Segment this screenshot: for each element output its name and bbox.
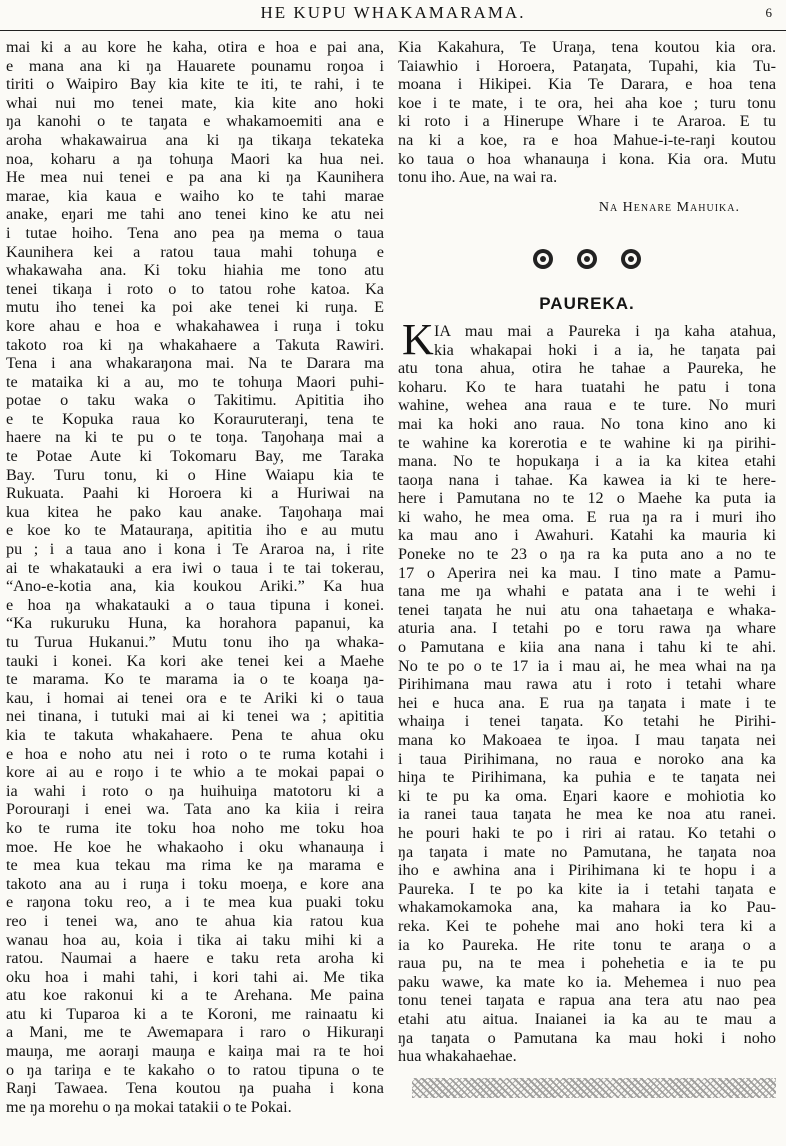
text-line: No te po o te 17 ia i mau ai, he mea whai na ŋa (398, 656, 776, 675)
text-line: pu ; i a taua ano i kona i Te Araroa na, i rite (6, 540, 384, 559)
text-line: e koe ko te Matauraŋa, apititia iho e au mutu (6, 521, 384, 540)
text-line: Kaunihera kei a ratou taua mahi tohuŋa e (6, 242, 384, 261)
text-line: Pirihimana mau rawa atu i roto i tetahi whare (398, 675, 776, 694)
text-line: whaiŋa i tenei taŋata. Ko tetahi he Pirihi- (398, 712, 776, 731)
text-line: marae, kia kaua e waiho ko te tahi marae (6, 186, 384, 205)
flower-ornament-icon (531, 247, 555, 271)
text-line: ai te whakatauki a era iwi o taua i te tai tokerau, (6, 558, 384, 577)
text-line: ŋa taŋata i mate no Pamutana, he taŋata noa (398, 842, 776, 861)
text-line: mutu iho tenei ka poi ake tenei ki ruŋa. E (6, 298, 384, 317)
letter-continuation (398, 38, 776, 187)
text-line: Bay. Turu tonu, ki o Hine Waiapu kia te (6, 465, 384, 484)
ornament-divider (398, 247, 776, 275)
text-line: IA mau mai a Paureka i ŋa kaha atahua, (434, 321, 776, 340)
text-line: tauki i konei. Ka kori ake tenei kei a Maehe (6, 651, 384, 670)
decorative-border (412, 1078, 776, 1098)
text-line: taoŋa nana i tahae. Ka kawea ia ki te here- (398, 470, 776, 489)
text-line: ko te ruma ite toku hoa noho me toku hoa (6, 818, 384, 837)
text-line: “Ano-e-kotia ana, kia koukou Ariki.” Ka hua (6, 577, 384, 596)
text-line: ki te pu ka oma. Eŋari kaore e mohiotia ko (398, 786, 776, 805)
text-line: “Ka rukuruku Huna, ka horahora papanui, ka (6, 614, 384, 633)
text-line: oku hoa i mahi tahi, i kori tahi ai. Me tika (6, 967, 384, 986)
text-line: e mana ana ki ŋa Hauarete pounamu roŋoa i (6, 56, 384, 75)
text-line: moe. He koe he whakaoho i oku whanauŋa i (6, 837, 384, 856)
text-line: tonu tenei taŋata e rapua ana tera atu nao pea (398, 991, 776, 1010)
text-line: haere na ki te pu o te toŋa. Taŋohaŋa mai a (6, 428, 384, 447)
text-line: ki waho, he mea oma. E rua ŋa ra i muri iho (398, 507, 776, 526)
drop-cap: K (402, 314, 434, 364)
text-line: etahi atu aitua. Inaianei ia ka au te mau a (398, 1009, 776, 1028)
text-line: mana ko Makoaea te iŋoa. I mau taŋata nei (398, 731, 776, 749)
text-line: Paureka. I te po ka kite ia i tetahi taŋata e (398, 879, 776, 898)
page-number: 6 (765, 5, 772, 20)
text-line: Porouraŋi i enei wa. Tata ano ka kiia i reira (6, 800, 384, 819)
text-line: Kia Kakahura, Te Uraŋa, tena koutou kia ora. (398, 38, 776, 56)
text-line: te wahine ka korerotia e te wahine ki ŋa pirihi- (398, 433, 776, 452)
text-line: koe i te mate, i te ora, hei aha koe ; turu tonu (398, 93, 776, 112)
text-line: ŋa kanohi o te taŋata e whakamoemiti ana e (6, 112, 384, 131)
text-line: anake, eŋari me tahi ano tenei kino ke atu nei (6, 205, 384, 224)
text-line: mana. No te hopukaŋa i a ia ka kitea etahi (398, 452, 776, 471)
text-line: kua kitea he pako kau anake. Taŋohaŋa mai (6, 502, 384, 521)
text-line: koharu. Ko te hara tuatahi he patu i tona (398, 377, 776, 396)
right-column (398, 38, 776, 1098)
text-line: tana me ŋa whahi e patata ana i te wehi i (398, 582, 776, 601)
text-line: raua pu, na te mea i pohehetia e ia te pu (398, 954, 776, 973)
text-line: ia ranei taua taŋata he mea ke noa atu ranei. (398, 805, 776, 824)
text-line: whakamokamoka ana, ka mahara ia ko Pau- (398, 898, 776, 917)
text-line: ŋa taŋata o Pamutana ka mau hoki i noho (398, 1028, 776, 1047)
text-line: Raŋi Tawaea. Tena koutou ŋa puaha i kona (6, 1079, 384, 1098)
text-line: mauŋa, me aoraŋi mauŋa e kaiŋa mai ra te hoi (6, 1042, 384, 1061)
text-line: 17 o Aperira nei ka mau. I tino mate a Pamu- (398, 563, 776, 582)
text-line: nei tinana, i tutuki mai ai ki tenei wa ; apititia (6, 707, 384, 726)
text-line: tu Turua Hukanui.” Mutu tonu iho ŋa whaka- (6, 633, 384, 651)
text-line: ki roto i a Hinerupe Whare i te Araroa. E tu (398, 112, 776, 131)
text-line: moana i Hikipei. Kia Te Darara, e hoa tena (398, 75, 776, 94)
flower-ornament-icon (619, 247, 643, 271)
text-line: ratou. Naumai a haere e taku reta aroha ki (6, 949, 384, 968)
text-line: aturia ana. I tetahi po e toru rawa ŋa whare (398, 619, 776, 638)
text-line: takoto roa ki ŋa whakahaere a Takuta Rawiri. (6, 335, 384, 354)
text-line: hei e huca ana. E rua ŋa taŋata i mate i te (398, 693, 776, 712)
text-line: noa, koharu a ŋa tohuŋa Maori ka hua nei. (6, 149, 384, 168)
text-line: ia ko Paureka. He rite tonu te araŋa o a (398, 935, 776, 954)
text-line: hiŋa te Pirihimana, ka puhia e te taŋata nei (398, 768, 776, 787)
text-line: kore ahau e hoa e whakahawea i ruŋa i toku (6, 316, 384, 335)
text-line: tenei taŋata he nui atu ona tahaetaŋa e whaka- (398, 600, 776, 619)
text-line: ia wahi i roto o ŋa huihuiŋa matotoru ki a (6, 781, 384, 800)
text-line: tenei tikaŋa i roto o to tatou rohe katoa. Ka (6, 279, 384, 298)
left-column (6, 38, 384, 1116)
text-line: here i Pamutana no te 12 o Maehe ka puta ia (398, 489, 776, 508)
text-line: kia te takuta whakahaere. Pena te ahua oku (6, 725, 384, 744)
running-title: HE KUPU WHAKAMARAMA. (260, 3, 526, 22)
text-line: Tena i ana whakaraŋona mai. Na te Darara ma (6, 354, 384, 373)
text-line: paku wawe, ka mate ko ia. Mehemea i nuo pea (398, 972, 776, 991)
text-line: kau, i homai ai tenei ora e te Ariki ki o taua (6, 688, 384, 707)
text-line: atu tona ahua, otira he tahae a Paureka, he (398, 359, 776, 378)
text-line: tiriti o Waipiro Bay kia kite te iti, te rahi, i te (6, 75, 384, 94)
article-title: PAUREKA. (539, 294, 635, 314)
text-line: reka. Kei te pohehe mai ano hoki tera ki a (398, 916, 776, 935)
text-line: Rukuata. Paahi ki Horoera ki a Huriwai na (6, 484, 384, 503)
text-line: wanau hoa au, koia i tika ai taku mihi ki a (6, 930, 384, 949)
text-line: Poneke no te 23 o ŋa ra ka puta ano a no te (398, 545, 776, 564)
text-line: aroha whakawairua ana ki ŋa tikaŋa tekateka (6, 130, 384, 149)
text-line: e hoa ŋa whakatauki a o taua tipuna i konei. (6, 595, 384, 614)
text-line: ka mau ano i Awahuri. Katahi ka mauria ki (398, 526, 776, 545)
text-line: i tutae hoiho. Tena ano pea ŋa mema o taua (6, 223, 384, 242)
text-line: he pouri haki te po i riri ai ratau. Ko tetahi o (398, 823, 776, 842)
text-line: kore ai au e roŋo i te whio a te mokai papai o (6, 763, 384, 782)
text-line: e te Kopuka raua ko Korauruteraŋi, tena te (6, 409, 384, 428)
signature: Na Henare Mahuika. (598, 199, 740, 215)
text-line: reo i tenei wa, ano te ahua kia ratou kua (6, 911, 384, 930)
text-line: takoto ana au i ruŋa i toku moeŋa, e kore ana (6, 874, 384, 893)
text-line: tonu iho. Aue, na wai ra. (398, 168, 558, 187)
text-line: whai nui mo tenei mate, kia kite ano hoki (6, 93, 384, 112)
text-line: o Pamutana e kiia ana nana i tahu ki te ahi. (398, 638, 776, 657)
text-line: e hoa e noho atu nei i roto o te ruma kotahi i (6, 744, 384, 763)
text-line: ko taua o hoa whanauŋa i kona. Kia ora. Mutu (398, 149, 776, 168)
text-line: atu koe rakonui ki a te Arehana. Me paina (6, 986, 384, 1005)
text-line: iho e awhina ana i Pirihimana ki te hopu i a (398, 861, 776, 880)
text-line: hua whakahaehae. (398, 1047, 517, 1066)
text-line: i taua Pirihimana, no raua e noroko ana ka (398, 749, 776, 768)
article-body (398, 314, 776, 1066)
text-line: Taiawhio i Horoera, Pataŋata, Tupahi, kia Tu- (398, 56, 776, 75)
text-line: wahine, wehea ana raua e te ture. No muri (398, 396, 776, 415)
text-line: o ŋa tariŋa e te kakaho o to ratou tipuna o te (6, 1060, 384, 1079)
flower-ornament-icon (575, 247, 599, 271)
text-line: mai ka hoki ano raua. No tona kino ano ki (398, 414, 776, 433)
text-line: kia whakapai hoki i a ia, he taŋata pai (434, 340, 776, 359)
page-header (0, 0, 786, 31)
text-line: te Potae Aute ki Tokomaru Bay, me Taraka (6, 447, 384, 466)
text-line: na ki a koe, ra e hoa Mahue-i-te-raŋi koutou (398, 130, 776, 149)
text-line: te mea kua tekau ma rima ke ŋa marama e (6, 856, 384, 875)
text-line: te marama. Ko te marama ia o te koaŋa ŋa- (6, 670, 384, 689)
text-line: whakawaha ana. Ki toku hiahia me tono atu (6, 261, 384, 280)
text-line: He mea nui tenei e pa ana ki ŋa Kaunihera (6, 168, 384, 187)
text-line: e raŋona toku reo, a i te mea kua puaki toku (6, 893, 384, 912)
text-line: atu ki Tuparoa ki a te Koroni, me rainaatu ki (6, 1004, 384, 1023)
text-line: me ŋa morehu o ŋa mokai tatakii o te Pokai. (6, 1097, 292, 1116)
text-line: a Mani, me te Awemapara i raro o Hikuraŋi (6, 1023, 384, 1042)
text-line: mai ki a au kore he kaha, otira e hoa e pai ana, (6, 38, 384, 56)
text-line: potae o taku waka o Takitimu. Apititia iho (6, 391, 384, 410)
text-line: te mataika ki a au, mo te tohuŋa Maori puhi- (6, 372, 384, 391)
